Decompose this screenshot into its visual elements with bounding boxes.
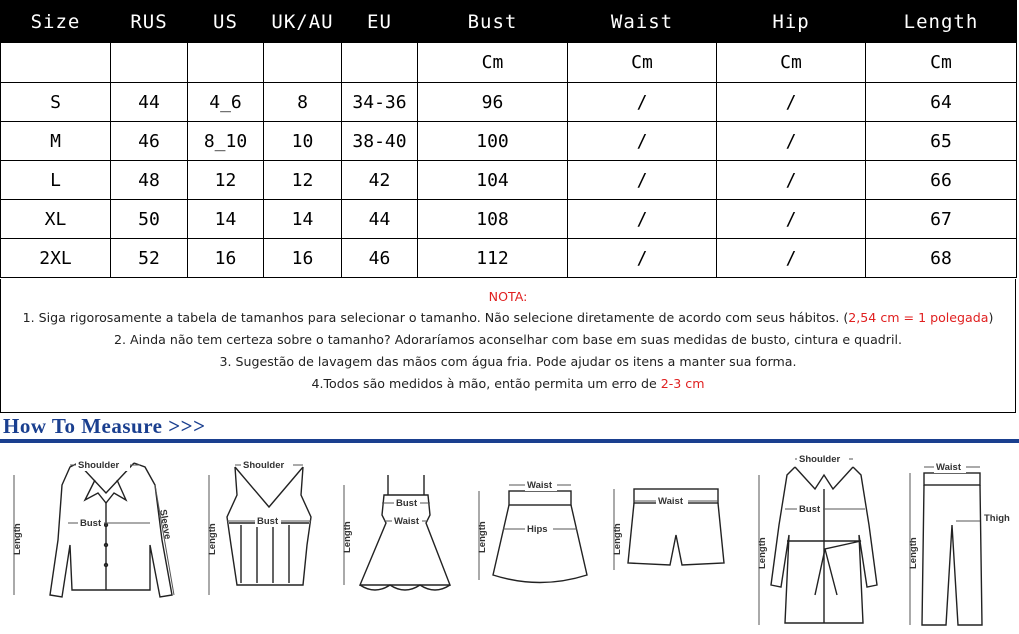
unit-cell <box>264 43 342 83</box>
hip-cell: / <box>717 161 866 200</box>
rus-cell: 52 <box>111 239 188 278</box>
unit-cell: Cm <box>717 43 866 83</box>
note-1-end: ) <box>988 310 994 325</box>
size-cell: 2XL <box>1 239 111 278</box>
slip-dress-illustration <box>330 445 460 634</box>
notes-box <box>0 279 1016 413</box>
rus-cell: 50 <box>111 200 188 239</box>
eu-cell: 34-36 <box>342 83 418 122</box>
note-1-text: 1. Siga rigorosamente a tabela de tamanhos para selecionar o tamanho. Não selecione diretamente de acordo com seus hábitos. ( <box>22 310 849 325</box>
unit-row <box>1 43 1017 83</box>
hip-cell: / <box>717 239 866 278</box>
bust-cell: 100 <box>418 122 568 161</box>
eu-cell: 38-40 <box>342 122 418 161</box>
header-bust: Bust <box>418 1 568 43</box>
shoulder-label: Shoulder <box>78 460 120 471</box>
hip-cell: / <box>717 200 866 239</box>
tank-top-illustration <box>195 445 325 634</box>
bust-cell: 108 <box>418 200 568 239</box>
section-divider <box>0 439 1019 443</box>
sleeve-label: Sleeve <box>157 508 174 541</box>
length-cell: 66 <box>866 161 1017 200</box>
header-length: Length <box>866 1 1017 43</box>
how-to-measure-title: How To Measure >>> <box>3 414 206 438</box>
unit-cell <box>342 43 418 83</box>
header-us: US <box>188 1 264 43</box>
us-cell: 12 <box>188 161 264 200</box>
unit-cell: Cm <box>568 43 717 83</box>
header-rus: RUS <box>111 1 188 43</box>
notes-title: NOTA: <box>488 289 528 304</box>
length-label: Length <box>342 521 353 553</box>
uk-au-cell: 14 <box>264 200 342 239</box>
eu-cell: 44 <box>342 200 418 239</box>
waist-cell: / <box>568 122 717 161</box>
header-waist: Waist <box>568 1 717 43</box>
size-cell: L <box>1 161 111 200</box>
size-cell: XL <box>1 200 111 239</box>
table-header-row <box>1 1 1017 43</box>
waist-cell: / <box>568 83 717 122</box>
unit-cell: Cm <box>866 43 1017 83</box>
shorts-illustration <box>600 445 740 634</box>
us-cell: 16 <box>188 239 264 278</box>
us-cell: 14 <box>188 200 264 239</box>
table-row <box>1 161 1017 200</box>
uk-au-cell: 16 <box>264 239 342 278</box>
bust-label: Bust <box>799 504 821 515</box>
shoulder-label: Shoulder <box>799 454 841 465</box>
waist-label: Waist <box>658 496 683 507</box>
header-size: Size <box>1 1 111 43</box>
size-cell: M <box>1 122 111 161</box>
waist-label: Waist <box>394 516 419 527</box>
length-cell: 64 <box>866 83 1017 122</box>
trousers-illustration <box>900 445 1015 634</box>
thigh-label: Thigh <box>984 513 1010 524</box>
note-line-3: 3. Sugestão de lavagem das mãos com água fria. Pode ajudar os itens a manter sua forma. <box>219 354 797 369</box>
uk-au-cell: 12 <box>264 161 342 200</box>
table-row <box>1 200 1017 239</box>
waist-cell: / <box>568 161 717 200</box>
note-1-conversion: 2,54 cm = 1 polegada <box>848 310 989 325</box>
length-cell: 68 <box>866 239 1017 278</box>
hips-label: Hips <box>527 524 548 535</box>
bust-cell: 96 <box>418 83 568 122</box>
rus-cell: 46 <box>111 122 188 161</box>
header-eu: EU <box>342 1 418 43</box>
shoulder-label: Shoulder <box>243 460 285 471</box>
eu-cell: 42 <box>342 161 418 200</box>
length-label: Length <box>757 537 768 569</box>
header-uk-au: UK/AU <box>264 1 342 43</box>
measure-illustrations <box>0 445 1019 634</box>
waist-label: Waist <box>527 480 552 491</box>
hip-cell: / <box>717 122 866 161</box>
note-line-4 <box>1 373 1015 395</box>
length-label: Length <box>477 521 488 553</box>
waist-cell: / <box>568 200 717 239</box>
waist-cell: / <box>568 239 717 278</box>
eu-cell: 46 <box>342 239 418 278</box>
note-line-2: 2. Ainda não tem certeza sobre o tamanho? Adoraríamos aconselhar com base em suas medidas de busto, cintura e quadril. <box>114 332 902 347</box>
length-label: Length <box>612 523 623 555</box>
rus-cell: 48 <box>111 161 188 200</box>
table-row <box>1 239 1017 278</box>
length-cell: 67 <box>866 200 1017 239</box>
note-4-tolerance: 2-3 cm <box>660 376 705 391</box>
length-label: Length <box>12 523 23 555</box>
unit-cell <box>188 43 264 83</box>
table-row <box>1 83 1017 122</box>
note-4-text: 4.Todos são medidos à mão, então permita um erro de <box>311 376 661 391</box>
bust-label: Bust <box>257 516 279 527</box>
rus-cell: 44 <box>111 83 188 122</box>
length-label: Length <box>207 523 218 555</box>
blouse-illustration <box>0 445 190 634</box>
header-hip: Hip <box>717 1 866 43</box>
us-cell: 8_10 <box>188 122 264 161</box>
unit-cell <box>1 43 111 83</box>
unit-cell <box>111 43 188 83</box>
table-row <box>1 122 1017 161</box>
skirt-illustration <box>465 445 595 634</box>
note-line-1 <box>1 307 1015 329</box>
bust-label: Bust <box>80 518 102 529</box>
waist-label: Waist <box>936 462 961 473</box>
length-label: Length <box>908 537 919 569</box>
uk-au-cell: 8 <box>264 83 342 122</box>
length-cell: 65 <box>866 122 1017 161</box>
bust-cell: 112 <box>418 239 568 278</box>
us-cell: 4_6 <box>188 83 264 122</box>
unit-cell: Cm <box>418 43 568 83</box>
size-cell: S <box>1 83 111 122</box>
hip-cell: / <box>717 83 866 122</box>
bust-label: Bust <box>396 498 418 509</box>
uk-au-cell: 10 <box>264 122 342 161</box>
size-chart-table <box>0 0 1017 278</box>
bust-cell: 104 <box>418 161 568 200</box>
coat-dress-illustration <box>745 445 895 634</box>
